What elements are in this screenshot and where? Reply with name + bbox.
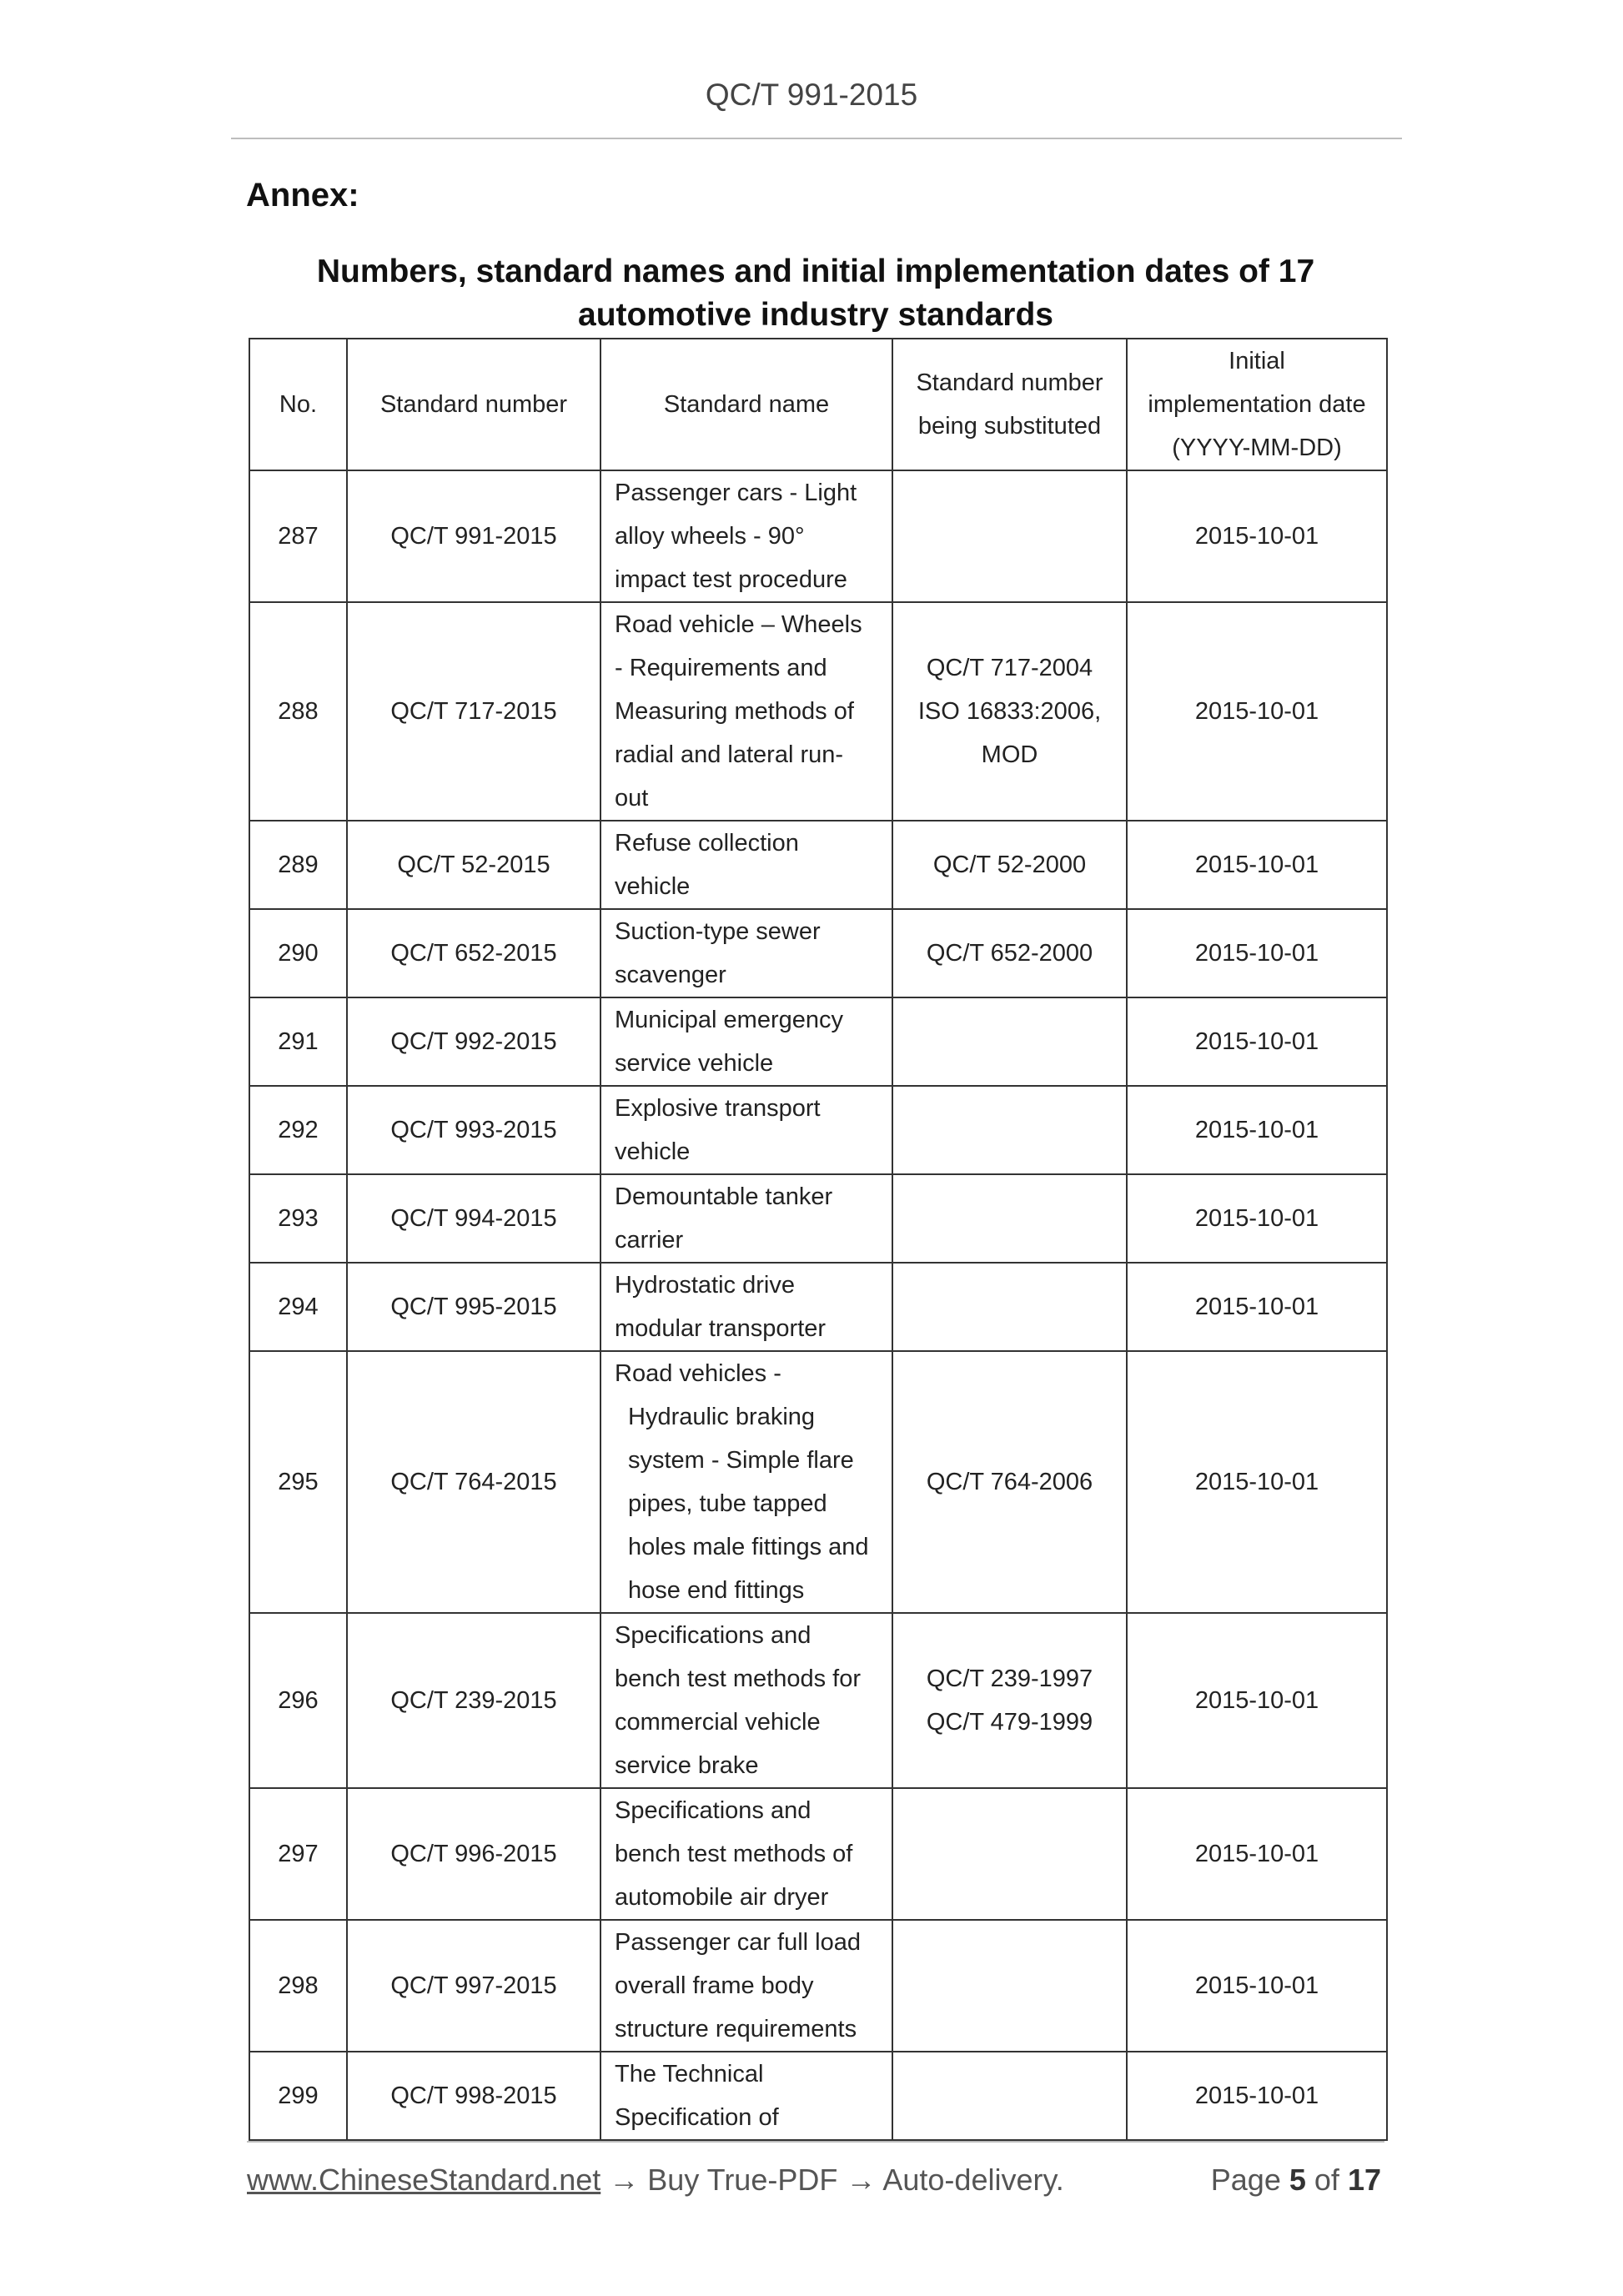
page-word: Page bbox=[1210, 2163, 1281, 2197]
cell-name-line: carrier bbox=[615, 1227, 684, 1254]
cell-name-line: Municipal emergency bbox=[615, 1007, 844, 1033]
cell-standard-number: QC/T 996-2015 bbox=[347, 1788, 600, 1920]
cell-substituted bbox=[892, 1263, 1127, 1351]
website-link[interactable]: www.ChineseStandard.net bbox=[247, 2163, 601, 2197]
cell-standard-name bbox=[600, 470, 892, 602]
header-date-line: (YYYY-MM-DD) bbox=[1172, 435, 1342, 461]
cell-substituted bbox=[892, 2052, 1127, 2140]
cell-no: 287 bbox=[249, 470, 347, 602]
cell-standard-number: QC/T 52-2015 bbox=[347, 821, 600, 909]
cell-date: 2015-10-01 bbox=[1127, 1788, 1387, 1920]
cell-name-line: alloy wheels - 90° bbox=[615, 523, 805, 550]
cell-standard-name bbox=[600, 2052, 892, 2140]
cell-no: 298 bbox=[249, 1920, 347, 2052]
cell-name-line: vehicle bbox=[615, 1138, 691, 1165]
header-date bbox=[1127, 339, 1387, 470]
cell-no: 297 bbox=[249, 1788, 347, 1920]
cell-name-line: structure requirements bbox=[615, 2016, 857, 2042]
cell-name-line: pipes, tube tapped bbox=[628, 1490, 827, 1517]
cell-name-line: - Requirements and bbox=[615, 655, 827, 681]
table-row bbox=[249, 997, 1387, 1086]
header-standard-number: Standard number bbox=[347, 339, 600, 470]
cell-name-line: Passenger cars - Light bbox=[615, 480, 857, 506]
cell-date: 2015-10-01 bbox=[1127, 602, 1387, 821]
cell-name-line: Road vehicle – Wheels bbox=[615, 611, 862, 638]
cell-standard-number: QC/T 997-2015 bbox=[347, 1920, 600, 2052]
cell-standard-name bbox=[600, 909, 892, 997]
cell-standard-name bbox=[600, 602, 892, 821]
cell-no: 293 bbox=[249, 1174, 347, 1263]
cell-standard-number: QC/T 239-2015 bbox=[347, 1613, 600, 1788]
cell-standard-number: QC/T 992-2015 bbox=[347, 997, 600, 1086]
cell-substituted bbox=[892, 997, 1127, 1086]
cell-no: 296 bbox=[249, 1613, 347, 1788]
cell-substituted bbox=[892, 602, 1127, 821]
cell-substituted-line: ISO 16833:2006, bbox=[917, 698, 1102, 725]
cell-substituted-line: QC/T 652-2000 bbox=[926, 940, 1093, 967]
running-header: QC/T 991-2015 bbox=[705, 78, 918, 112]
cell-standard-number: QC/T 993-2015 bbox=[347, 1086, 600, 1174]
cell-standard-number: QC/T 998-2015 bbox=[347, 2052, 600, 2140]
cell-name-line: Specifications and bbox=[615, 1622, 812, 1649]
table-row bbox=[249, 1174, 1387, 1263]
cell-name-line: service vehicle bbox=[615, 1050, 774, 1077]
cell-name-line: Specifications and bbox=[615, 1797, 812, 1824]
header-substituted-line: being substituted bbox=[917, 413, 1102, 440]
cell-name-line: automobile air dryer bbox=[615, 1884, 829, 1911]
title-line: Numbers, standard names and initial implementation dates of 17 bbox=[316, 254, 1315, 289]
cell-no: 288 bbox=[249, 602, 347, 821]
of-word: of bbox=[1314, 2163, 1339, 2197]
cell-standard-name bbox=[600, 1263, 892, 1351]
cell-name-line: out bbox=[615, 785, 649, 811]
cell-name-line: Suction-type sewer bbox=[615, 918, 821, 945]
cell-standard-number: QC/T 764-2015 bbox=[347, 1351, 600, 1613]
page-total: 17 bbox=[1347, 2163, 1381, 2197]
cell-name-line: Explosive transport bbox=[615, 1095, 821, 1122]
cell-date: 2015-10-01 bbox=[1127, 1174, 1387, 1263]
footer-promo bbox=[247, 2163, 1064, 2198]
cell-substituted bbox=[892, 470, 1127, 602]
page-indicator bbox=[1211, 2163, 1381, 2198]
cell-name-line: Demountable tanker bbox=[615, 1183, 833, 1210]
title-line: automotive industry standards bbox=[578, 297, 1053, 333]
cell-standard-name bbox=[600, 821, 892, 909]
cell-substituted bbox=[892, 1920, 1127, 2052]
cell-no: 294 bbox=[249, 1263, 347, 1351]
cell-standard-name bbox=[600, 997, 892, 1086]
cell-standard-name bbox=[600, 1351, 892, 1613]
table-row bbox=[249, 1351, 1387, 1613]
cell-date: 2015-10-01 bbox=[1127, 821, 1387, 909]
buy-text: Buy True-PDF bbox=[647, 2163, 838, 2197]
cell-standard-name bbox=[600, 1920, 892, 2052]
delivery-text: Auto-delivery. bbox=[882, 2163, 1064, 2197]
arrow-right-icon: → bbox=[609, 2163, 640, 2197]
cell-date: 2015-10-01 bbox=[1127, 1920, 1387, 2052]
cell-date: 2015-10-01 bbox=[1127, 1351, 1387, 1613]
cell-name-line: system - Simple flare bbox=[628, 1447, 854, 1474]
table-row bbox=[249, 1263, 1387, 1351]
table-header-row bbox=[249, 339, 1387, 470]
annex-label: Annex: bbox=[246, 177, 359, 214]
cell-substituted bbox=[892, 909, 1127, 997]
cell-no: 290 bbox=[249, 909, 347, 997]
cell-standard-name bbox=[600, 1613, 892, 1788]
cell-name-line: overall frame body bbox=[615, 1972, 814, 1999]
header-standard-name: Standard name bbox=[600, 339, 892, 470]
cell-name-line: Measuring methods of bbox=[615, 698, 854, 725]
cell-name-line: bench test methods of bbox=[615, 1841, 853, 1867]
cell-standard-name bbox=[600, 1788, 892, 1920]
cell-substituted-line: QC/T 717-2004 bbox=[926, 655, 1093, 681]
cell-substituted-line: MOD bbox=[981, 741, 1038, 768]
footer-divider bbox=[247, 2141, 1384, 2143]
cell-name-line: service brake bbox=[615, 1752, 759, 1779]
table-title bbox=[247, 250, 1384, 337]
cell-date: 2015-10-01 bbox=[1127, 470, 1387, 602]
table-row bbox=[249, 821, 1387, 909]
cell-substituted-line: QC/T 52-2000 bbox=[932, 852, 1087, 878]
table-row bbox=[249, 909, 1387, 997]
cell-standard-number: QC/T 991-2015 bbox=[347, 470, 600, 602]
cell-substituted-line: QC/T 239-1997 bbox=[926, 1665, 1093, 1692]
cell-date: 2015-10-01 bbox=[1127, 909, 1387, 997]
arrow-right-icon: → bbox=[846, 2163, 877, 2197]
table-row bbox=[249, 1086, 1387, 1174]
cell-name-line: hose end fittings bbox=[628, 1577, 805, 1604]
cell-no: 299 bbox=[249, 2052, 347, 2140]
header-divider bbox=[231, 138, 1402, 139]
cell-name-line: Specification of bbox=[615, 2104, 779, 2131]
cell-name-line: Hydrostatic drive bbox=[615, 1272, 795, 1299]
cell-date: 2015-10-01 bbox=[1127, 2052, 1387, 2140]
cell-substituted bbox=[892, 1351, 1127, 1613]
page-number: 5 bbox=[1289, 2163, 1306, 2197]
cell-standard-number: QC/T 995-2015 bbox=[347, 1263, 600, 1351]
cell-substituted bbox=[892, 1788, 1127, 1920]
cell-date: 2015-10-01 bbox=[1127, 1263, 1387, 1351]
cell-substituted-line: QC/T 764-2006 bbox=[926, 1469, 1093, 1495]
cell-name-line: Passenger car full load bbox=[615, 1929, 861, 1956]
cell-standard-number: QC/T 652-2015 bbox=[347, 909, 600, 997]
cell-date: 2015-10-01 bbox=[1127, 997, 1387, 1086]
cell-name-line: radial and lateral run- bbox=[615, 741, 844, 768]
cell-standard-number: QC/T 994-2015 bbox=[347, 1174, 600, 1263]
cell-substituted-line: QC/T 479-1999 bbox=[926, 1709, 1093, 1736]
cell-no: 292 bbox=[249, 1086, 347, 1174]
table-row bbox=[249, 1788, 1387, 1920]
cell-standard-name bbox=[600, 1086, 892, 1174]
header-date-line: Initial bbox=[1229, 348, 1285, 374]
cell-standard-name bbox=[600, 1174, 892, 1263]
cell-name-line: holes male fittings and bbox=[628, 1534, 869, 1560]
standards-table bbox=[249, 338, 1388, 2141]
header-no: No. bbox=[249, 339, 347, 470]
cell-date: 2015-10-01 bbox=[1127, 1086, 1387, 1174]
table-row bbox=[249, 1613, 1387, 1788]
cell-name-line: impact test procedure bbox=[615, 566, 847, 593]
header-substituted bbox=[892, 339, 1127, 470]
table-row bbox=[249, 470, 1387, 602]
cell-name-line: The Technical bbox=[615, 2061, 764, 2088]
table-row bbox=[249, 602, 1387, 821]
cell-date: 2015-10-01 bbox=[1127, 1613, 1387, 1788]
cell-substituted bbox=[892, 1086, 1127, 1174]
cell-substituted bbox=[892, 821, 1127, 909]
cell-name-line: modular transporter bbox=[615, 1315, 827, 1342]
table-row bbox=[249, 2052, 1387, 2140]
cell-name-line: Road vehicles - bbox=[615, 1360, 781, 1387]
header-substituted-line: Standard number bbox=[916, 369, 1103, 396]
cell-name-line: vehicle bbox=[615, 873, 691, 900]
cell-name-line: Hydraulic braking bbox=[628, 1404, 816, 1430]
cell-name-line: commercial vehicle bbox=[615, 1709, 821, 1736]
table-row bbox=[249, 1920, 1387, 2052]
cell-substituted bbox=[892, 1613, 1127, 1788]
header-date-line: implementation date bbox=[1148, 391, 1366, 418]
cell-standard-number: QC/T 717-2015 bbox=[347, 602, 600, 821]
cell-no: 291 bbox=[249, 997, 347, 1086]
cell-no: 295 bbox=[249, 1351, 347, 1613]
cell-substituted bbox=[892, 1174, 1127, 1263]
table-body bbox=[249, 470, 1387, 2140]
cell-no: 289 bbox=[249, 821, 347, 909]
cell-name-line: Refuse collection bbox=[615, 830, 799, 857]
cell-name-line: scavenger bbox=[615, 962, 726, 988]
cell-name-line: bench test methods for bbox=[615, 1665, 861, 1692]
